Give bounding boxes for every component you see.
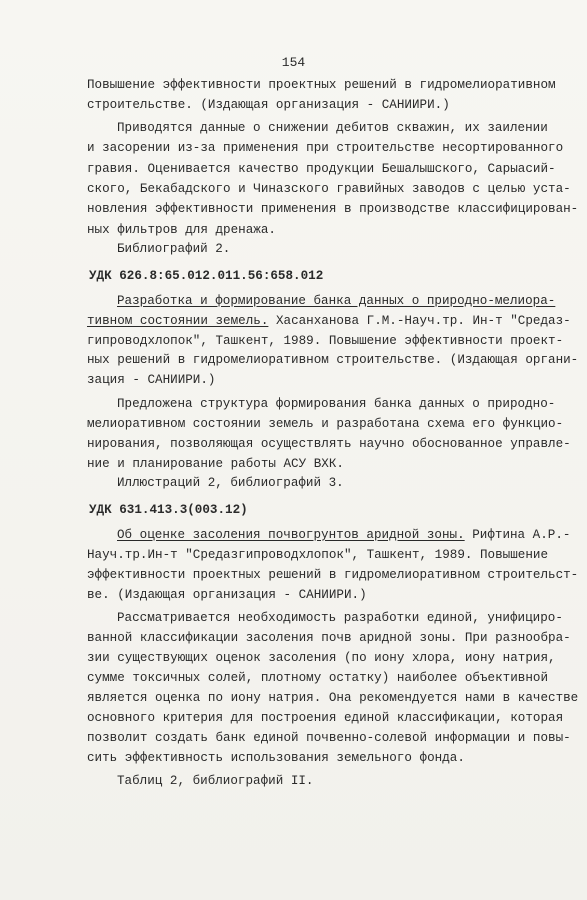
text-line: строительстве. (Издающая организация - САНИИРИ.) <box>87 98 450 112</box>
udk-code-1: УДК 626.8:65.012.011.56:658.012 <box>89 269 324 283</box>
text-line: Рассматривается необходимость разработки единой, унифициро- <box>117 611 563 625</box>
text-line: гравия. Оценивается качество продукции Бешалышского, Сарыасий- <box>87 162 556 176</box>
text-line: сить эффективность использования земельного фонда. <box>87 751 465 765</box>
text-line: и засорении из-за применения при строительстве несортированного <box>87 141 564 155</box>
text-line <box>117 529 570 542</box>
text-line: позволит создать банк единой почвенно-солевой информации и повы- <box>87 731 571 745</box>
text-line: Предложена структура формирования банка данных о природно- <box>117 397 556 411</box>
text-line: Приводятся данные о снижении дебитов скважин, их заилении <box>117 121 548 135</box>
text-line: зии существующих оценок засоления (по иону хлора, иону натрия, <box>87 651 556 665</box>
text-line: новления эффективности применения в производстве классифицирован- <box>87 202 579 216</box>
text-line: Науч.тр.Ин-т "Средазгипроводхлопок", Ташкент, 1989. Повышение <box>87 548 549 562</box>
entry-author-2: Рифтина А.Р.- <box>464 528 571 542</box>
text-line: зация - САНИИРИ.) <box>87 373 216 387</box>
text-line: является оценка по иону натрия. Она рекомендуется нами в качестве <box>87 691 579 705</box>
text-line: ве. (Издающая организация - САНИИРИ.) <box>87 588 367 602</box>
text-line <box>87 315 571 328</box>
text-line: Таблиц 2, библиографий II. <box>117 774 314 788</box>
text-line: ского, Бекабадского и Чиназского гравийных заводов с целью уста- <box>87 182 571 196</box>
text-line: Повышение эффективности проектных решений в гидромелиоративном <box>87 78 556 92</box>
text-line: гипроводхлопок", Ташкент, 1989. Повышение эффективности проект- <box>87 334 564 348</box>
text-line: Иллюстраций 2, библиографий 3. <box>117 476 344 490</box>
text-line: сумме токсичных солей, плотному остатку) наиболее объективной <box>87 671 549 685</box>
entry-author-1: Хасанханова Г.М.-Науч.тр. Ин-т "Средаз- <box>268 314 571 328</box>
text-line: мелиоративном состоянии земель и разработана схема его функцио- <box>87 417 564 431</box>
entry-title-2: Об оценке засоления почвогрунтов аридной зоны. <box>117 528 465 542</box>
text-line: основного критерия для построения единой классификации, которая <box>87 711 564 725</box>
udk-code-2: УДК 631.413.3(003.12) <box>89 503 248 517</box>
text-line: Библиографий 2. <box>117 242 231 256</box>
text-line: нирования, позволяющая осуществлять научно обоснованное управле- <box>87 437 571 451</box>
text-line: ных решений в гидромелиоративном строительстве. (Издающая органи- <box>87 353 579 367</box>
entry-title-1: Разработка и формирование банка данных о природно-мелиора- <box>117 294 556 308</box>
page-number: 154 <box>281 55 306 70</box>
entry-title-1-end: тивном состоянии земель. <box>87 314 269 328</box>
text-line: ных фильтров для дренажа. <box>87 223 276 237</box>
text-line: ние и планирование работы АСУ ВХК. <box>87 457 344 471</box>
text-line: ванной классификации засоления почв аридной зоны. При разнообра- <box>87 631 571 645</box>
text-line: эффективности проектных решений в гидромелиоративном строительст- <box>87 568 579 582</box>
